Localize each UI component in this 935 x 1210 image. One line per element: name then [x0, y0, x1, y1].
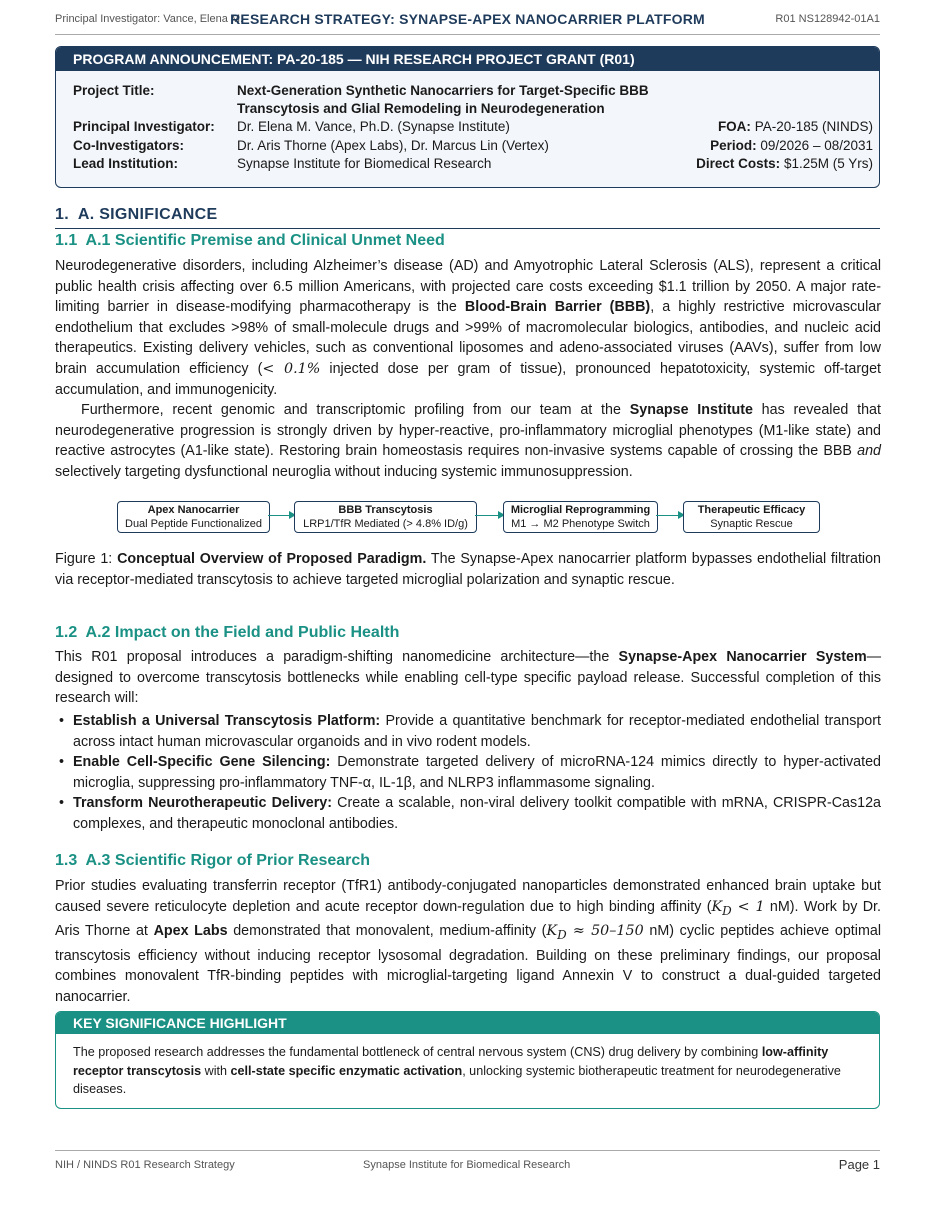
math-run: < 1 — [731, 898, 765, 915]
project-title-line1: Next-Generation Synthetic Nanocarriers for Target-Specific BBB — [237, 83, 649, 98]
bold-run: Synapse Institute — [629, 402, 753, 419]
paragraph — [55, 647, 881, 709]
list-item: • Establish a Universal Transcytosis Platform: Provide a quantitative benchmark for receptor-mediated endothelial transport across intact human microvascular organoids and in vivo rodent models. — [59, 713, 881, 750]
subsection-number: 1.3 — [55, 852, 78, 869]
foa-field — [718, 119, 873, 134]
costs-field — [696, 156, 873, 171]
section-name: A. SIGNIFICANCE — [77, 206, 218, 223]
period-label: Period: — [710, 138, 757, 153]
text-run: selectively targeting dysfunctional neuroglia without inducing systemic immunosuppression. — [55, 463, 633, 480]
period-value: 09/2026 – 08/2031 — [760, 138, 873, 153]
project-title-label: Project Title: — [73, 83, 155, 98]
list-item: • Transform Neurotherapeutic Delivery: Create a scalable, non-viral delivery toolkit compatible with mRNA, CRISPR-Cas12a complexes, and therapeutic monoclonal antibodies. — [59, 795, 882, 832]
page-number: Page 1 — [838, 1157, 880, 1172]
program-box — [55, 46, 880, 188]
foa-label: FOA: — [717, 119, 751, 134]
text-run: Prior studies evaluating transferrin receptor (TfR1) antibody-conjugated nanoparticles demonstrated enhanced brain uptake but caused severe reticulocyte depletion and acute receptor down-regulation due to high binding affinity ( — [55, 878, 881, 915]
paragraph — [55, 549, 881, 590]
key-highlight-heading: KEY SIGNIFICANCE HIGHLIGHT — [56, 1012, 879, 1034]
flow-box-title: Therapeutic Efficacy — [697, 504, 806, 516]
list-item: • Enable Cell-Specific Gene Silencing: Demonstrate targeted delivery of microRNA-124 mimics directly to hyper-activated microglia, suppressing pro-inflammatory TNF-α, IL-1β, and NLRP3 inflammasome signaling. — [59, 754, 881, 791]
section-title — [55, 206, 217, 224]
text-run: The proposed research addresses the fundamental bottleneck of central nervous system (CNS) drug delivery by combining — [73, 1045, 762, 1059]
flow-box-transcytosis — [294, 501, 477, 533]
coi-label: Co-Investigators: — [73, 138, 185, 153]
text-run: The Synapse-Apex nanocarrier platform bypasses endothelial filtration via receptor-mediated transcytosis to achieve targeted microglial polarization and synaptic rescue. — [55, 551, 881, 588]
footer-center: Synapse Institute for Biomedical Research — [363, 1159, 571, 1171]
figure-caption — [55, 549, 881, 590]
period-field — [710, 138, 873, 153]
bold-run: low-affinity receptor transcytosis — [73, 1045, 829, 1078]
flow-arrow — [268, 515, 294, 516]
flow-box-subtitle: M1 → M2 Phenotype Switch — [511, 518, 650, 530]
paragraph — [55, 400, 881, 482]
math-run: < 0.1% — [262, 360, 321, 377]
math-run: K — [546, 923, 558, 940]
program-heading: PROGRAM ANNOUNCEMENT: PA-20-185 — NIH RESEARCH PROJECT GRANT (R01) — [56, 47, 879, 71]
header-left: Principal Investigator: Vance, Elena M. — [55, 13, 244, 25]
flow-box-efficacy — [683, 501, 820, 533]
math-run: K — [711, 898, 723, 915]
subsection-number: 1.2 — [55, 624, 78, 641]
figure-label: Figure 1: — [55, 551, 113, 567]
paragraph — [55, 256, 881, 400]
costs-label: Direct Costs: — [696, 156, 781, 171]
math-run: ≈ 50–150 — [566, 923, 644, 940]
key-highlight-box — [55, 1011, 880, 1109]
impact-list — [55, 711, 881, 835]
flow-box-nanocarrier — [117, 501, 270, 533]
coi-value: Dr. Aris Thorne (Apex Labs), Dr. Marcus Lin (Vertex) — [237, 138, 549, 153]
subsection-name: A.2 Impact on the Field and Public Health — [85, 624, 400, 641]
text-run: nM) cyclic peptides achieve optimal transcytosis efficiency without inducing receptor lysosomal degradation. Building on these preliminary findings, our proposal combines monovalent TfR-binding peptides with microglial-targeting ligand Annexin V to construct a dual-guided targeted nanocarrier. — [55, 923, 881, 1005]
bold-run: Conceptual Overview of Proposed Paradigm. — [117, 551, 427, 567]
subsection-1-2-body — [55, 647, 881, 709]
foa-value: PA-20-185 (NINDS) — [754, 119, 873, 134]
subsection-number: 1.1 — [55, 232, 78, 249]
section-number: 1. — [55, 206, 69, 223]
text-run: demonstrated that monovalent, medium-affinity ( — [227, 923, 547, 940]
footer-left: NIH / NINDS R01 Research Strategy — [55, 1159, 235, 1171]
text-run: has revealed that neurodegenerative progression is strongly driven by hyper-reactive, pro-inflammatory microglial phenotypes (M1-like state) and reactive astrocytes (A1-like state). Restoring brain homeostasis requires non-invasive systems capable of crossing the BBB — [55, 402, 881, 460]
section-rule — [55, 228, 880, 229]
italic-run: and — [857, 443, 881, 460]
bold-run: Apex Labs — [153, 923, 228, 940]
footer-rule — [55, 1150, 880, 1151]
institution-value: Synapse Institute for Biomedical Research — [237, 156, 492, 171]
pi-label: Principal Investigator: — [73, 119, 215, 134]
institution-label: Lead Institution: — [73, 156, 178, 171]
flow-box-subtitle: Dual Peptide Functionalized — [125, 518, 262, 530]
subsection-name: A.1 Scientific Premise and Clinical Unmet Need — [85, 232, 445, 249]
flow-box-subtitle: LRP1/TfR Mediated (> 4.8% ID/g) — [303, 518, 468, 530]
subsection-1-2-title — [55, 624, 399, 642]
bold-run: cell-state specific enzymatic activation — [230, 1063, 463, 1078]
flow-arrow — [656, 515, 683, 516]
header-rule — [55, 34, 880, 35]
math-subscript: D — [557, 927, 567, 942]
math-subscript: D — [722, 903, 732, 918]
subsection-1-1-body — [55, 256, 881, 483]
flow-arrow — [475, 515, 503, 516]
text-run: nM). Work by Dr. Aris Thorne at — [55, 898, 881, 940]
text-run: Demonstrate targeted delivery of microRNA-124 mimics directly to hyper-activated microglia, suppressing pro-inflammatory TNF-α, IL-1β, and NLRP3 inflammasome signaling. — [73, 754, 881, 791]
text-run: injected dose per gram of tissue), pronounced hepatotoxicity, systemic off-target accumulation, and immunogenicity. — [55, 360, 881, 398]
project-title-line2: Transcytosis and Glial Remodeling in Neurodegeneration — [237, 101, 605, 116]
text-run: —designed to overcome transcytosis bottlenecks while enabling cell-type specific payload release. Successful completion of this research will: — [55, 649, 881, 707]
flow-box-title: Apex Nanocarrier — [147, 504, 240, 516]
text-run: Neurodegenerative disorders, including Alzheimer’s disease (AD) and Amyotrophic Lateral Sclerosis (ALS), represent a critical public health crisis affecting over 6.5 million Americans, with projected care costs exceeding $1.1 trillion by 2050. A major rate-limiting barrier in disease-modifying pharmacotherapy is the — [55, 258, 881, 316]
subsection-1-3-title — [55, 852, 370, 870]
subsection-1-1-title — [55, 232, 445, 250]
flow-box-title: BBB Transcytosis — [338, 504, 433, 516]
subsection-name: A.3 Scientific Rigor of Prior Research — [85, 852, 371, 869]
header-grant-number: R01 NS128942-01A1 — [775, 13, 880, 25]
costs-value: $1.25M (5 Yrs) — [783, 156, 873, 171]
text-run: Create a scalable, non-viral delivery toolkit compatible with mRNA, CRISPR-Cas12a complexes, and therapeutic monoclonal antibodies. — [73, 795, 882, 832]
paragraph — [55, 876, 881, 1007]
bold-run: Establish a Universal Transcytosis Platform: — [73, 713, 381, 729]
text-run: , a highly restrictive microvascular endothelium that excludes >98% of small-molecule drugs and >99% of macromolecular biologics, antibodies, and nucleic acid therapeutics. Existing delivery vehicles, such as conventional liposomes and adeno-associated viruses (AAVs), suffer from low brain accumulation efficiency ( — [55, 299, 881, 377]
bold-run: Blood-Brain Barrier (BBB) — [464, 299, 651, 316]
key-highlight-body — [56, 1034, 879, 1099]
text-run: This R01 proposal introduces a paradigm-shifting nanomedicine architecture—the — [55, 649, 619, 665]
flow-box-subtitle: Synaptic Rescue — [710, 518, 793, 530]
subsection-1-3-body — [55, 876, 881, 1007]
text-run: with — [201, 1063, 231, 1078]
text-run: , unlocking systemic biotherapeutic treatment for neurodegenerative diseases. — [73, 1063, 841, 1096]
text-run: Furthermore, recent genomic and transcriptomic profiling from our team at the — [81, 402, 630, 419]
flow-box-title: Microglial Reprogramming — [510, 504, 651, 516]
pi-value: Dr. Elena M. Vance, Ph.D. (Synapse Institute) — [237, 119, 510, 134]
text-run: Provide a quantitative benchmark for receptor-mediated endothelial transport across intact human microvascular organoids and in vivo rodent models. — [73, 713, 881, 750]
flow-box-reprogramming — [503, 501, 658, 533]
bold-run: Synapse-Apex Nanocarrier System — [618, 649, 867, 665]
bold-run: Transform Neurotherapeutic Delivery: — [73, 795, 332, 812]
header-title: RESEARCH STRATEGY: SYNAPSE-APEX NANOCARRIER PLATFORM — [230, 11, 705, 27]
bold-run: Enable Cell-Specific Gene Silencing: — [73, 754, 331, 771]
